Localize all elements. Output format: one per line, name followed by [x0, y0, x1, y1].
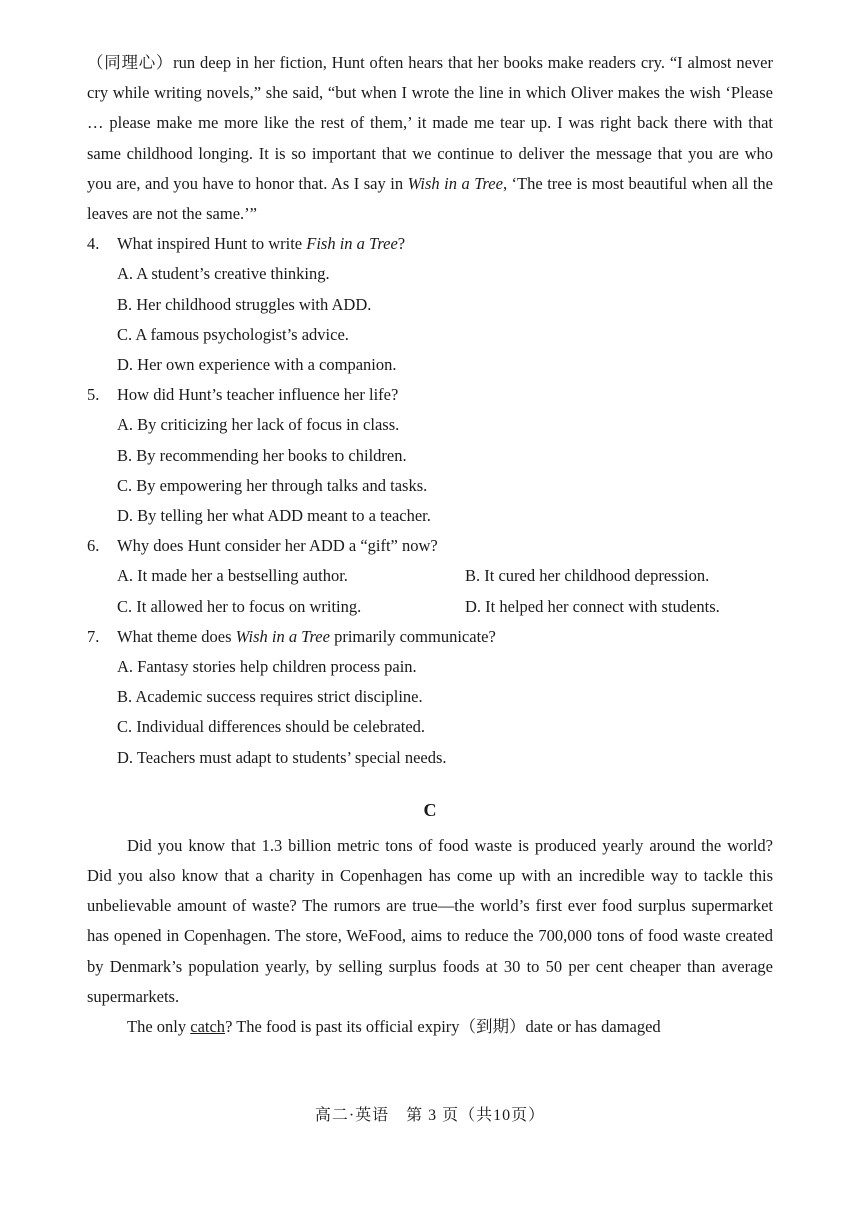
option-d: D. By telling her what ADD meant to a teacher.: [117, 506, 431, 526]
paragraph-text: ? The food is past its official expiry（到期）date or has damaged: [225, 1017, 661, 1037]
paragraph-text: The only: [127, 1017, 191, 1037]
stem-text: What inspired Hunt to write: [117, 234, 307, 254]
question-number: 5.: [87, 385, 100, 405]
underlined-word: catch: [190, 1017, 226, 1037]
paragraph-text: （同理心）run deep in her fiction, Hunt often hears that her books make readers cry. “I almost never cry while writing novels,” she said, “but when I wrote the line in which Oliver makes the wish ‘Please … please make me more like the rest of them,’ it made me tear up. I was right back there with that same childhood longing. It is so important that we continue to deliver the message that you are who you are, and you have to honor that. As I say in: [87, 53, 773, 193]
book-title: Fish in a Tree: [306, 234, 398, 254]
question-7: [87, 622, 773, 773]
question-number: 7.: [87, 626, 100, 646]
question-stem: [87, 229, 773, 259]
passage-c-paragraph-2: [87, 1012, 773, 1042]
question-stem: [87, 531, 773, 561]
option-d: D. It helped her connect with students.: [465, 596, 720, 616]
book-title: Wish in a Tree: [235, 626, 330, 646]
paragraph-text: , ‘The tree is most beautiful when all the leaves are not the same.’”: [87, 173, 773, 224]
stem-text: primarily communicate?: [329, 626, 496, 646]
stem-text: ?: [397, 234, 406, 254]
option-b: B. It cured her childhood depression.: [465, 566, 710, 586]
page-footer: 高二·英语 第 3 页（共10页）: [314, 1107, 546, 1124]
section-heading: C: [423, 799, 437, 820]
option-a: A. By criticizing her lack of focus in class.: [117, 415, 400, 435]
stem-text: Why does Hunt consider her ADD a “gift” now?: [117, 536, 438, 556]
question-number: 4.: [87, 234, 100, 254]
option-c: C. By empowering her through talks and tasks.: [117, 475, 428, 495]
stem-text: How did Hunt’s teacher influence her life?: [117, 385, 399, 405]
book-title: Wish in a Tree: [407, 173, 503, 193]
question-4: [87, 229, 773, 380]
question-6: [87, 531, 773, 622]
option-c: C. It allowed her to focus on writing.: [117, 596, 362, 616]
option-c: C. Individual differences should be celebrated.: [117, 717, 426, 737]
option-a: A. It made her a bestselling author.: [117, 566, 348, 586]
option-d: D. Teachers must adapt to students’ special needs.: [117, 747, 447, 767]
option-row: [117, 592, 773, 622]
passage-c-paragraph-1: Did you know that 1.3 billion metric tons of food waste is produced yearly around the world? Did you also know that a charity in Copenhagen has come up with an incredible way to tackle this unbelievable amount of waste? The rumors are true—the world’s first ever food surplus supermarket has opened in Copenhagen. The store, WeFood, aims to reduce the 700,000 tons of food waste created by Denmark’s population yearly, by selling surplus foods at 30 to 50 per cent cheaper than average supermarkets.: [87, 835, 773, 1006]
option-b: B. Academic success requires strict discipline.: [117, 687, 423, 707]
stem-text: What theme does: [117, 626, 236, 646]
option-row: [117, 561, 773, 591]
option-d: D. Her own experience with a companion.: [117, 355, 397, 375]
question-stem: [87, 380, 773, 410]
option-c: C. A famous psychologist’s advice.: [117, 324, 349, 344]
question-stem: [87, 622, 773, 652]
option-a: A. Fantasy stories help children process pain.: [117, 657, 417, 677]
option-a: A. A student’s creative thinking.: [117, 264, 330, 284]
question-5: [87, 380, 773, 531]
page-content: [87, 48, 773, 1042]
option-b: B. Her childhood struggles with ADD.: [117, 294, 372, 314]
option-b: B. By recommending her books to children.: [117, 445, 407, 465]
question-number: 6.: [87, 536, 100, 556]
passage-b-paragraph: [87, 48, 773, 229]
